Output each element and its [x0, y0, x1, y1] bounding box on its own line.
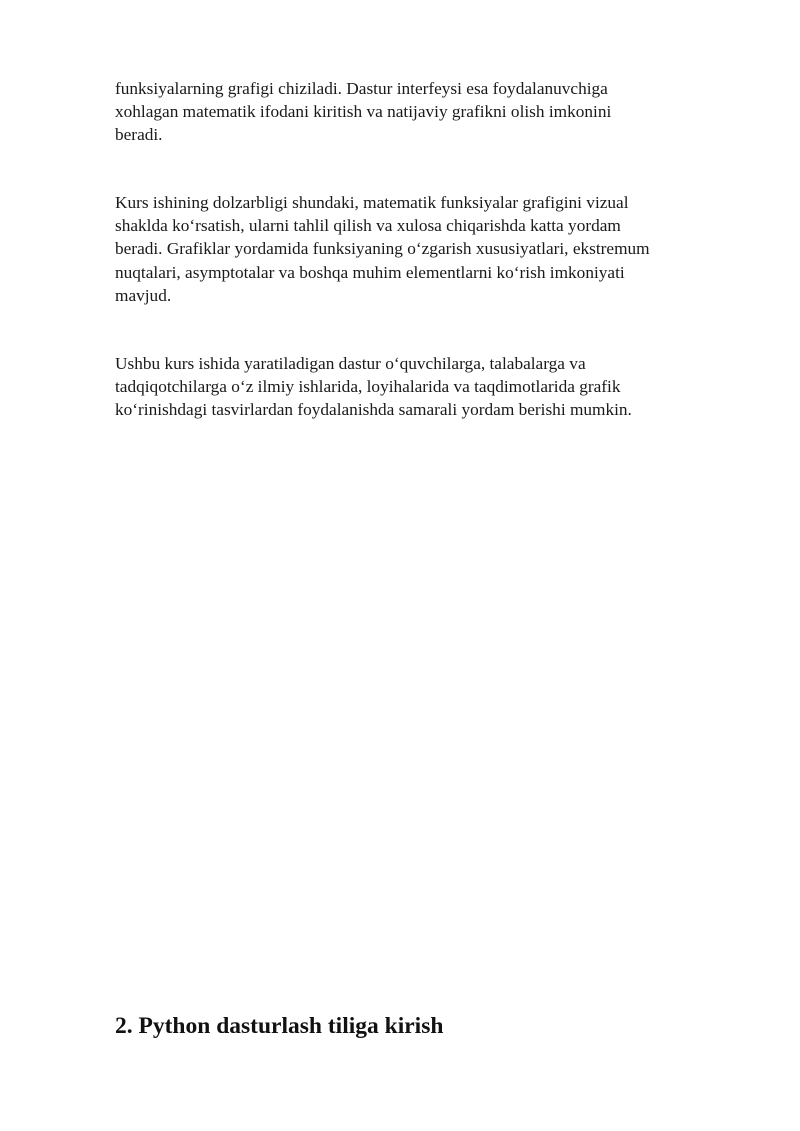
paragraph-intro-continuation: [115, 77, 705, 147]
paragraph-relevance: [115, 191, 705, 307]
paragraph-line: funksiyalarning grafigi chiziladi. Dastur interfeysi esa foydalanuvchiga: [115, 79, 608, 98]
paragraph-line: tadqiqotchilarga o‘z ilmiy ishlarida, loyihalarida va taqdimotlarida grafik: [115, 377, 621, 397]
paragraph-line: Kurs ishining dolzarbligi shundaki, matematik funksiyalar grafigini vizual: [115, 193, 629, 212]
paragraph-line: mavjud.: [115, 285, 172, 305]
paragraph-line: nuqtalari, asymptotalar va boshqa muhim elementlarni ko‘rish imkoniyati: [115, 262, 625, 282]
section-heading: 2. Python dasturlash tiliga kirish: [115, 1013, 444, 1039]
paragraph-line: beradi. Grafiklar yordamida funksiyaning o‘zgarish xususiyatlari, ekstremum: [115, 239, 650, 259]
paragraph-line: Ushbu kurs ishida yaratiladigan dastur o‘quvchilarga, talabalarga va: [115, 354, 586, 373]
paragraph-line: ko‘rinishdagi tasvirlardan foydalanishda samarali yordam berishi mumkin.: [115, 400, 632, 420]
paragraph-line: xohlagan matematik ifodani kiritish va natijaviy grafikni olish imkonini: [115, 102, 612, 122]
paragraph-audience: [115, 352, 705, 422]
paragraph-line: beradi.: [115, 125, 163, 145]
paragraph-line: shaklda ko‘rsatish, ularni tahlil qilish va xulosa chiqarishda katta yordam: [115, 216, 621, 236]
